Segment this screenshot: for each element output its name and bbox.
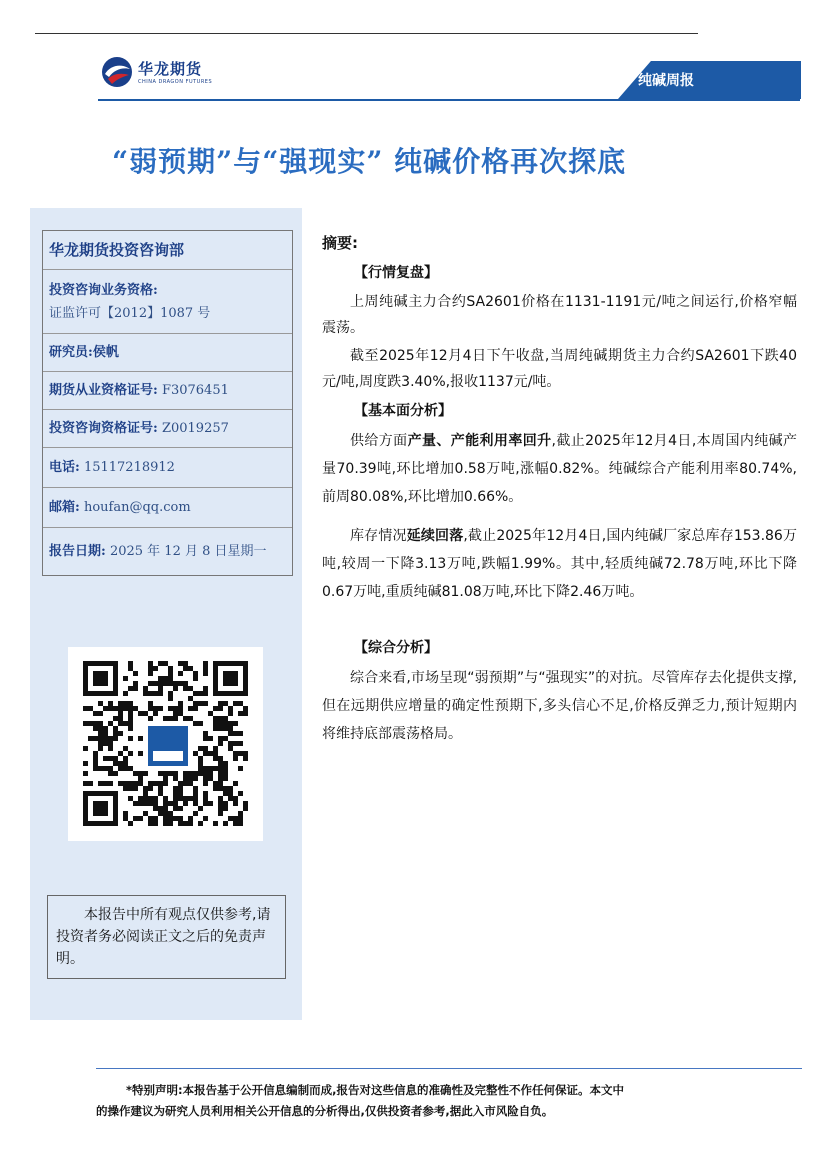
footer-line-2: 的操作建议为研究人员利用相关公开信息的分析得出,仅供投资者参考,据此入市风险自负。	[96, 1104, 554, 1118]
qr-code	[68, 647, 263, 841]
futures-cert-row	[43, 372, 292, 410]
disclaimer-text: 本报告中所有观点仅供参考,请投资者务必阅读正文之后的免责声明。	[56, 907, 271, 967]
logo-english-text: CHINA DRAGON FUTURES	[138, 79, 213, 85]
paragraph-1: 上周纯碱主力合约SA2601价格在1131-1191元/吨之间运行,价格窄幅震荡。	[322, 294, 797, 336]
paragraph-2: 截至2025年12月4日下午收盘,当周纯碱期货主力合约SA2601下跌40元/吨,周度跌3.40%,报收1137元/吨。	[322, 348, 797, 390]
qual-label: 投资咨询业务资格:	[49, 283, 158, 298]
consult-cert-value: Z0019257	[161, 421, 229, 436]
section-comprehensive: 【综合分析】	[354, 640, 438, 656]
qr-code-icon	[68, 647, 263, 841]
p3-lead: 供给方面	[350, 433, 408, 449]
section-market-review: 【行情复盘】	[354, 265, 438, 281]
paragraph-5: 综合来看,市场呈现“弱预期”与“强现实”的对抗。尽管库存去化提供支撑,但在远期供应增量的确定性预期下,多头信心不足,价格反弹乏力,预计短期内将维持底部震荡格局。	[322, 670, 797, 742]
analyst-row	[43, 334, 292, 372]
futures-cert-value: F3076451	[161, 383, 229, 398]
paragraph-4	[322, 522, 797, 606]
p3-body: ,截止2025年12月4日,本周国内纯碱产量70.39吨,环比增加0.58万吨,涨幅0.82%。纯碱综合产能利用率80.74%,前周80.08%,环比增加0.66%。	[322, 433, 798, 505]
p4-lead: 库存情况	[350, 528, 407, 544]
futures-cert-label: 期货从业资格证号:	[49, 383, 158, 398]
email-row	[43, 488, 292, 528]
footer-line-1: *特别声明:本报告基于公开信息编制而成,报告对这些信息的准确性及完整性不作任何保证。本文中	[126, 1083, 624, 1097]
phone-value: 15117218912	[83, 460, 175, 475]
dept-row	[43, 231, 292, 270]
header-rule	[98, 99, 800, 101]
qual-value: 证监许可【2012】1087 号	[49, 306, 211, 321]
p4-highlight: 延续回落	[406, 528, 464, 544]
disclaimer-box	[47, 895, 286, 979]
summary-heading: 摘要:	[322, 234, 358, 252]
phone-row	[43, 448, 292, 488]
footer-statement	[96, 1080, 796, 1122]
date-row	[43, 528, 292, 575]
footer-rule	[96, 1068, 802, 1069]
date-label: 报告日期:	[49, 544, 106, 559]
dragon-logo-icon	[100, 55, 134, 89]
section-fundamentals: 【基本面分析】	[354, 403, 452, 419]
qualification-row	[43, 270, 292, 334]
analyst-label: 研究员:	[49, 345, 93, 360]
report-type-label: 纯碱周报	[638, 73, 694, 89]
top-rule	[35, 33, 698, 34]
date-value: 2025 年 12 月 8 日星期一	[109, 544, 267, 559]
paragraph-3	[322, 427, 797, 511]
company-logo	[100, 55, 240, 99]
p4-body: ,截止2025年12月4日,国内纯碱厂家总库存153.86万吨,较周一下降3.13万吨,跌幅1.99%。其中,轻质纯碱72.78万吨,环比下降0.67万吨,重质纯碱81.08万吨,环比下降2.46万吨。	[322, 528, 798, 600]
analyst-name: 侯帆	[92, 345, 119, 360]
phone-label: 电话:	[49, 460, 80, 475]
logo-text: 华龙期货	[138, 60, 203, 78]
report-title: “弱预期”与“强现实” 纯碱价格再次探底	[112, 145, 627, 178]
dept-name: 华龙期货投资咨询部	[49, 241, 185, 259]
email-value[interactable]: houfan@qq.com	[83, 500, 191, 515]
consult-cert-row	[43, 410, 292, 448]
email-label: 邮箱:	[49, 500, 80, 515]
p3-highlight: 产量、产能利用率回升	[407, 433, 552, 449]
consult-cert-label: 投资咨询资格证号:	[49, 421, 158, 436]
analyst-info-box	[42, 230, 293, 576]
